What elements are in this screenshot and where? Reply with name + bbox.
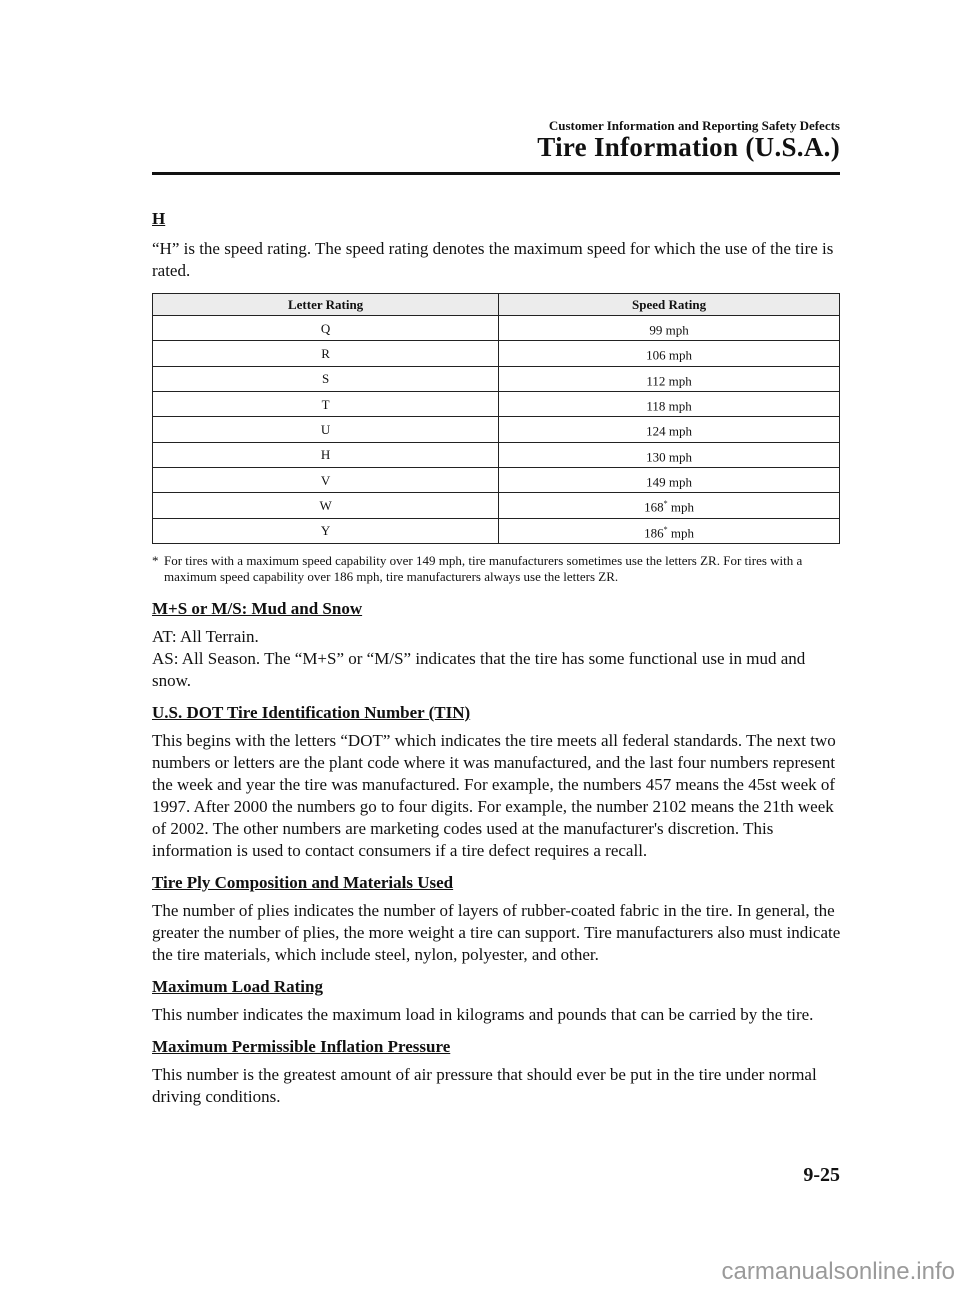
section-heading: Maximum Permissible Inflation Pressure — [152, 1036, 451, 1056]
table-row — [153, 417, 840, 442]
page-title: Tire Information (U.S.A.) — [537, 132, 840, 162]
table-header-row — [153, 294, 840, 316]
letter-cell: V — [153, 467, 499, 492]
section-max-load — [152, 976, 842, 1026]
section-max-pressure — [152, 1036, 842, 1108]
table-row — [153, 341, 840, 366]
letter-cell: W — [153, 493, 499, 518]
letter-cell: U — [153, 417, 499, 442]
table-row — [153, 518, 840, 543]
section-text: The number of plies indicates the number of layers of rubber-coated fabric in the tire. In general, the greater the number of plies, the more weight a tire can support. Tire manufacturers also must indicate the tire materials, which include steel, nylon, polyester, and other. — [152, 900, 841, 964]
section-text: AS: All Season. The “M+S” or “M/S” indicates that the tire has some functional use in mud and snow. — [152, 648, 806, 690]
letter-cell: S — [153, 366, 499, 391]
column-header-speed: Speed Rating — [499, 294, 840, 316]
table-row — [153, 467, 840, 492]
section-ply-composition — [152, 872, 842, 966]
speed-cell: 106 mph — [499, 341, 840, 366]
section-text: This number indicates the maximum load in kilograms and pounds that can be carried by the tire. — [152, 1004, 814, 1024]
speed-rating-table — [152, 293, 840, 544]
table-footnote — [152, 553, 842, 585]
letter-cell: Q — [153, 316, 499, 341]
section-heading: M+S or M/S: Mud and Snow — [152, 598, 363, 618]
table-row — [153, 366, 840, 391]
letter-cell: Y — [153, 518, 499, 543]
letter-cell: H — [153, 442, 499, 467]
speed-cell: 168* mph — [499, 493, 840, 518]
speed-rating-intro: “H” is the speed rating. The speed rating denotes the maximum speed for which the use of the tire is rated. — [152, 239, 834, 280]
footnote-text: For tires with a maximum speed capability over 149 mph, tire manufacturers sometimes use the letters ZR. For tires with a maximum speed capability over 186 mph, tire manufacturers always use the letters ZR. — [164, 552, 803, 584]
column-header-letter: Letter Rating — [153, 294, 499, 316]
speed-cell: 99 mph — [499, 316, 840, 341]
section-heading: Tire Ply Composition and Materials Used — [152, 872, 454, 892]
chapter-title: Customer Information and Reporting Safety Defects — [548, 118, 840, 133]
letter-cell: R — [153, 341, 499, 366]
header-divider — [152, 172, 840, 175]
section-heading: Maximum Load Rating — [152, 976, 323, 996]
speed-cell: 186* mph — [499, 518, 840, 543]
table-row — [153, 442, 840, 467]
watermark: carmanualsonline.info — [721, 1258, 955, 1285]
letter-cell: T — [153, 391, 499, 416]
page-number: 9-25 — [803, 1164, 840, 1186]
speed-cell: 112 mph — [499, 366, 840, 391]
speed-rating-heading: H — [152, 209, 166, 228]
section-heading: U.S. DOT Tire Identification Number (TIN) — [152, 702, 471, 722]
section-text: This begins with the letters “DOT” which indicates the tire meets all federal standards. The next two numbers or letters are the plant code where it was manufactured, and the last four numbers represent the week and year the tire was manufactured. For example, the numbers 457 means the 45st week of 1997. After 2000 the numbers go to four digits. For example, the number 2102 means the 21th week of 2002. The other numbers are marketing codes used at the manufacturer's discretion. This information is used to contact consumers if a tire defect requires a recall. — [152, 730, 836, 860]
speed-cell: 118 mph — [499, 391, 840, 416]
table-row — [153, 493, 840, 518]
speed-cell: 130 mph — [499, 442, 840, 467]
speed-cell: 124 mph — [499, 417, 840, 442]
speed-cell: 149 mph — [499, 467, 840, 492]
section-text: This number is the greatest amount of air pressure that should ever be put in the tire under normal driving conditions. — [152, 1064, 817, 1106]
table-row — [153, 316, 840, 341]
section-mud-and-snow — [152, 598, 842, 692]
page-content — [152, 208, 842, 1108]
footnote-mark: * — [152, 552, 159, 568]
table-row — [153, 391, 840, 416]
section-text: AT: All Terrain. — [152, 626, 259, 646]
section-dot-tin — [152, 702, 842, 862]
